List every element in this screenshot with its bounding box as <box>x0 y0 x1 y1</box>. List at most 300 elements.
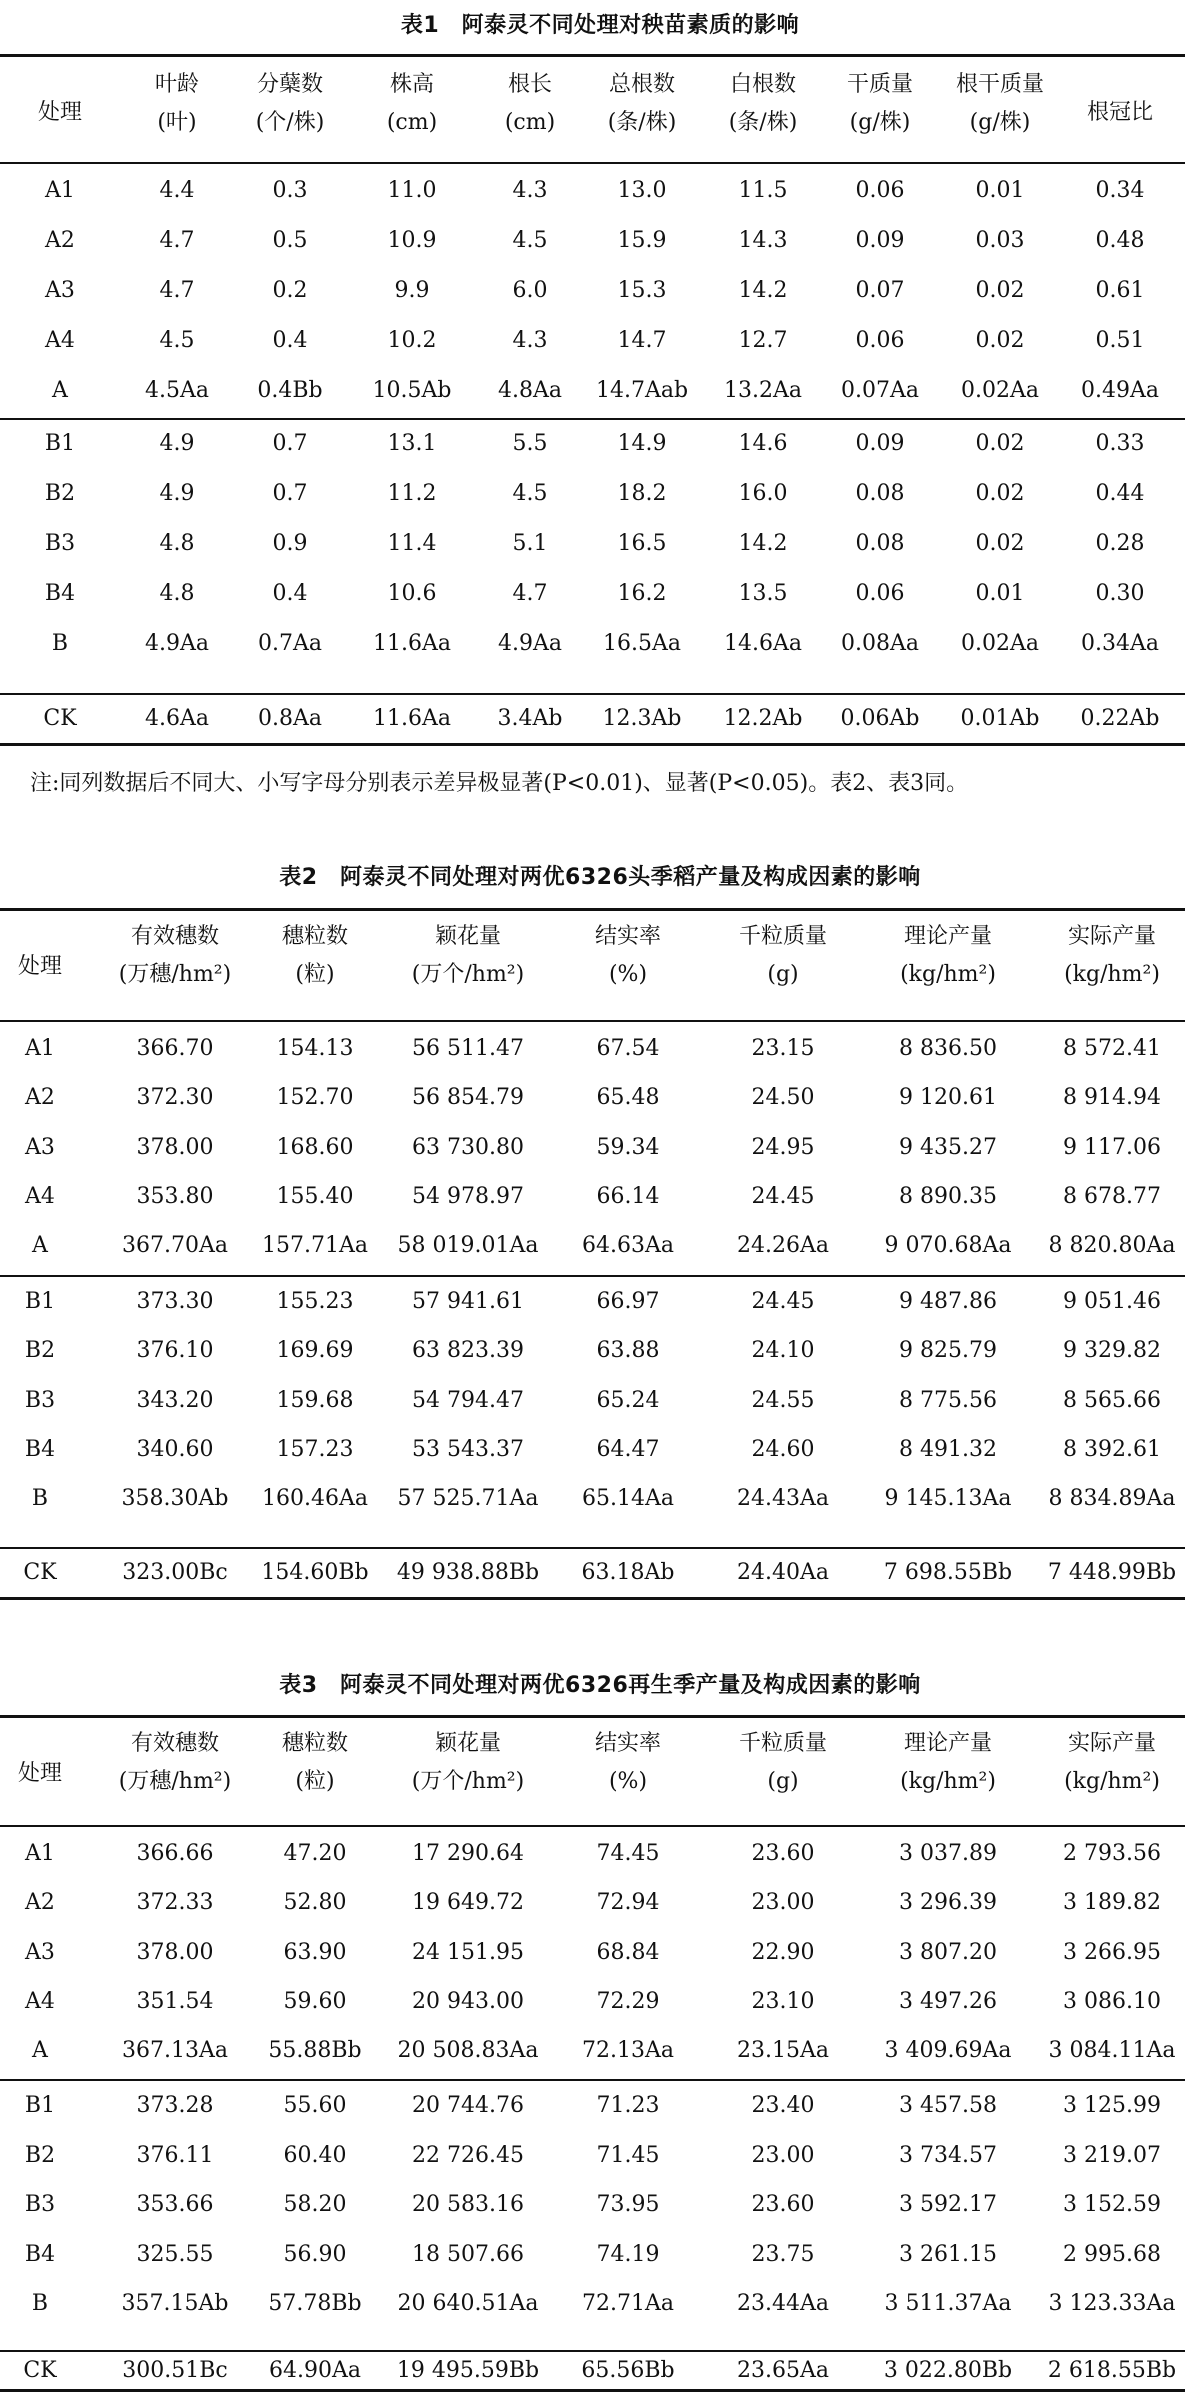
table2-cell: 157.23 <box>276 1437 354 1462</box>
table2-cell: 56 511.47 <box>412 1036 524 1061</box>
table2-cell: 8 775.56 <box>899 1388 997 1413</box>
table1-cell: 0.5 <box>272 228 308 253</box>
table1-cell: 11.5 <box>738 178 788 203</box>
table2-cell: 54 794.47 <box>412 1388 524 1413</box>
table2-cell: 54 978.97 <box>412 1184 524 1209</box>
table2-cell: 9 117.06 <box>1063 1135 1161 1160</box>
table2-cell: 56 854.79 <box>412 1085 524 1110</box>
table2-cell: 154.13 <box>276 1036 354 1061</box>
table1-cell: 0.07Aa <box>841 378 919 403</box>
table1-cell: 4.3 <box>512 178 548 203</box>
table2-row-label: CK <box>23 1560 57 1585</box>
table3-cell: 325.55 <box>136 2242 214 2267</box>
table3-cell: 23.75 <box>751 2242 815 2267</box>
table2-header-cell: 理论产量 <box>903 924 992 949</box>
table2-cell: 63 823.39 <box>412 1338 524 1363</box>
table3-row-label: B3 <box>24 2192 56 2217</box>
table2-header-cell: 颖花量 <box>434 924 501 949</box>
table2-cell: 59.34 <box>596 1135 660 1160</box>
table3-row-label: B <box>31 2291 49 2316</box>
table2-cell: 64.47 <box>596 1437 660 1462</box>
table2-cell: 8 491.32 <box>899 1437 997 1462</box>
table1-header-cell: 白根数 <box>729 72 796 97</box>
table1-cell: 11.0 <box>387 178 437 203</box>
table3-cell: 3 125.99 <box>1063 2093 1161 2118</box>
table1-cell: 0.01 <box>975 178 1025 203</box>
table1-cell: 0.01 <box>975 581 1025 606</box>
table1-cell: 0.03 <box>975 228 1025 253</box>
table3-cell: 65.56Bb <box>581 2358 675 2383</box>
table3-cell: 372.33 <box>136 1890 214 1915</box>
table3-cell: 373.28 <box>136 2093 214 2118</box>
table1-header-cell: 根干质量 <box>955 72 1044 97</box>
table2-cell: 63.18Ab <box>581 1560 675 1585</box>
table3-cell: 3 086.10 <box>1063 1989 1161 2014</box>
table1-caption: 表1 阿泰灵不同处理对秧苗素质的影响 <box>400 13 800 38</box>
table3-cell: 3 266.95 <box>1063 1940 1161 1965</box>
table3-cell: 20 744.76 <box>412 2093 524 2118</box>
table3-top-rule <box>0 1715 1185 1718</box>
table2-cell: 8 834.89Aa <box>1048 1486 1176 1511</box>
table3-cell: 3 189.82 <box>1063 1890 1161 1915</box>
table2-cell: 7 698.55Bb <box>883 1560 1013 1585</box>
table1-row-label: A1 <box>45 178 75 203</box>
table3-cell: 20 583.16 <box>412 2192 524 2217</box>
table1-cell: 4.4 <box>159 178 195 203</box>
table1-cell: 16.5 <box>617 531 667 556</box>
table3-row-label: CK <box>23 2358 57 2383</box>
table2-cell: 323.00Bc <box>122 1560 228 1585</box>
table3-header-unit: (g) <box>767 1769 799 1794</box>
table2-row-label: A4 <box>25 1184 55 1209</box>
table1-header-cell: 分蘖数 <box>256 72 323 97</box>
table1-cell: 6.0 <box>512 278 548 303</box>
table2-header-unit: (粒) <box>295 962 335 987</box>
table3-cell: 3 497.26 <box>899 1989 997 2014</box>
table2-cell: 9 487.86 <box>899 1289 997 1314</box>
table2-row-label: B1 <box>24 1289 56 1314</box>
table3-cell: 357.15Ab <box>121 2291 229 2316</box>
table2-header-unit: (%) <box>608 962 648 987</box>
table2-cell: 9 070.68Aa <box>884 1233 1012 1258</box>
table2-header-cell: 有效穗数 <box>130 924 219 949</box>
table1-cell: 0.08 <box>855 531 905 556</box>
table1-cell: 0.06Ab <box>840 706 920 731</box>
table3-cell: 24 151.95 <box>412 1940 524 1965</box>
table2-cell: 8 678.77 <box>1063 1184 1161 1209</box>
table1-cell: 0.49Aa <box>1081 378 1159 403</box>
table3-cell: 3 409.69Aa <box>884 2038 1012 2063</box>
table1-cell: 13.5 <box>738 581 788 606</box>
table2-cell: 372.30 <box>136 1085 214 1110</box>
table3-cell: 63.90 <box>283 1940 347 1965</box>
table1-cell: 0.28 <box>1095 531 1145 556</box>
table1-cell: 0.02 <box>975 531 1025 556</box>
table3-row-label: B4 <box>24 2242 56 2267</box>
table2-cell: 358.30Ab <box>121 1486 229 1511</box>
table3-cell: 74.45 <box>596 1841 660 1866</box>
table2-cell: 64.63Aa <box>582 1233 674 1258</box>
table3-cell: 367.13Aa <box>122 2038 228 2063</box>
table2-cell: 378.00 <box>136 1135 214 1160</box>
table3-cell: 366.66 <box>136 1841 214 1866</box>
table1-cell: 0.9 <box>272 531 308 556</box>
table1-cell: 13.0 <box>617 178 667 203</box>
table1-header-unit: (个/株) <box>255 110 325 135</box>
table2-cell: 159.68 <box>276 1388 354 1413</box>
table1-cell: 11.4 <box>387 531 437 556</box>
table3-header-unit: (粒) <box>295 1769 335 1794</box>
table1-cell: 0.33 <box>1095 431 1145 456</box>
table1-header-unit: (叶) <box>157 110 197 135</box>
table1-cell: 13.1 <box>387 431 437 456</box>
table2-cell: 24.50 <box>751 1085 815 1110</box>
table2-header-unit: (万个/hm²) <box>411 962 525 987</box>
table1-cell: 4.6Aa <box>145 706 209 731</box>
table2-cell: 65.24 <box>596 1388 660 1413</box>
table2-cell: 8 565.66 <box>1063 1388 1161 1413</box>
table1-cell: 4.5 <box>512 228 548 253</box>
table2-cell: 8 836.50 <box>899 1036 997 1061</box>
table1-cell: 0.09 <box>855 431 905 456</box>
table3-row-label: A1 <box>25 1841 55 1866</box>
table1-cell: 14.2 <box>738 278 788 303</box>
table2-row-label: B <box>31 1486 49 1511</box>
table2-cell: 57 941.61 <box>412 1289 524 1314</box>
table3-header-unit: (kg/hm²) <box>1064 1769 1160 1794</box>
table2-cell: 58 019.01Aa <box>397 1233 539 1258</box>
table3-rule-a <box>0 2079 1185 2081</box>
table3-cell: 2 618.55Bb <box>1047 2358 1177 2383</box>
table1-cell: 10.9 <box>387 228 437 253</box>
table1-cell: 0.2 <box>272 278 308 303</box>
table3-cell: 3 807.20 <box>899 1940 997 1965</box>
table2-header-cell: 处理 <box>17 954 62 979</box>
table1-cell: 15.3 <box>617 278 667 303</box>
table3-cell: 23.00 <box>751 1890 815 1915</box>
table1-header-unit: (g/株) <box>969 110 1031 135</box>
table1-header-cell: 株高 <box>389 72 434 97</box>
table1-cell: 5.5 <box>512 431 548 456</box>
table2-cell: 157.71Aa <box>262 1233 368 1258</box>
table2-cell: 24.45 <box>751 1289 815 1314</box>
table3-cell: 72.13Aa <box>582 2038 674 2063</box>
table3-cell: 68.84 <box>596 1940 660 1965</box>
table3-cell: 19 495.59Bb <box>396 2358 540 2383</box>
table2-cell: 373.30 <box>136 1289 214 1314</box>
table1-cell: 4.8 <box>159 531 195 556</box>
table3-cell: 72.71Aa <box>582 2291 674 2316</box>
table1-cell: 14.7 <box>617 328 667 353</box>
table3-header-cell: 千粒质量 <box>738 1731 827 1756</box>
table1-cell: 10.6 <box>387 581 437 606</box>
table3-cell: 3 592.17 <box>899 2192 997 2217</box>
table3-cell: 23.44Aa <box>737 2291 829 2316</box>
table3-row-label: A <box>32 2038 48 2063</box>
table3-cell: 22.90 <box>751 1940 815 1965</box>
table1-cell: 14.6Aa <box>724 631 802 656</box>
table1-cell: 0.02 <box>975 431 1025 456</box>
table3-cell: 73.95 <box>596 2192 660 2217</box>
table3-cell: 3 037.89 <box>899 1841 997 1866</box>
table2-cell: 8 890.35 <box>899 1184 997 1209</box>
table2-cell: 66.97 <box>596 1289 660 1314</box>
table1-cell: 4.7 <box>159 228 195 253</box>
table2-header-unit: (kg/hm²) <box>1064 962 1160 987</box>
table1-row-label: B4 <box>44 581 76 606</box>
table3-cell: 74.19 <box>596 2242 660 2267</box>
table1-cell: 0.44 <box>1095 481 1145 506</box>
table3-cell: 57.78Bb <box>268 2291 362 2316</box>
table3-cell: 3 022.80Bb <box>883 2358 1013 2383</box>
table3-cell: 23.60 <box>751 2192 815 2217</box>
table1-cell: 12.3Ab <box>602 706 682 731</box>
table3-cell: 23.65Aa <box>737 2358 829 2383</box>
table3-cell: 55.60 <box>283 2093 347 2118</box>
table3-cell: 20 943.00 <box>412 1989 524 2014</box>
table1-note: 注:同列数据后不同大、小写字母分别表示差异极显著(P<0.01)、显著(P<0.05)。表2、表3同。 <box>30 771 969 796</box>
table1-cell: 4.8Aa <box>498 378 562 403</box>
table2-row-label: A3 <box>25 1135 55 1160</box>
table1-header-cell: 根冠比 <box>1086 100 1153 125</box>
table2-cell: 8 392.61 <box>1063 1437 1161 1462</box>
table1-cell: 0.01Ab <box>960 706 1040 731</box>
table1-cell: 10.2 <box>387 328 437 353</box>
table3-cell: 19 649.72 <box>412 1890 524 1915</box>
table1-cell: 5.1 <box>512 531 548 556</box>
table1-cell: 0.07 <box>855 278 905 303</box>
table1-cell: 0.02Aa <box>961 631 1039 656</box>
table2-cell: 67.54 <box>596 1036 660 1061</box>
table1-cell: 3.4Ab <box>497 706 563 731</box>
table3-cell: 72.29 <box>596 1989 660 2014</box>
table1-cell: 10.5Ab <box>372 378 452 403</box>
table1-cell: 12.7 <box>738 328 788 353</box>
table2-cell: 24.45 <box>751 1184 815 1209</box>
table1-cell: 0.08Aa <box>841 631 919 656</box>
table1-cell: 14.6 <box>738 431 788 456</box>
table3-cell: 378.00 <box>136 1940 214 1965</box>
table3-cell: 20 508.83Aa <box>397 2038 539 2063</box>
table3-cell: 60.40 <box>283 2143 347 2168</box>
table1-cell: 18.2 <box>617 481 667 506</box>
table3-cell: 3 296.39 <box>899 1890 997 1915</box>
table2-header-cell: 穗粒数 <box>281 924 348 949</box>
table3-cell: 23.60 <box>751 1841 815 1866</box>
table2-row-label: B4 <box>24 1437 56 1462</box>
table3-cell: 300.51Bc <box>122 2358 228 2383</box>
table2-row-label: A1 <box>25 1036 55 1061</box>
table3-header-unit: (%) <box>608 1769 648 1794</box>
table1-cell: 14.7Aab <box>595 378 689 403</box>
table1-cell: 0.8Aa <box>258 706 322 731</box>
table3-header-cell: 结实率 <box>594 1731 661 1756</box>
table2-cell: 169.69 <box>276 1338 354 1363</box>
table1-cell: 4.5 <box>512 481 548 506</box>
table1-cell: 0.51 <box>1095 328 1145 353</box>
table1-cell: 14.9 <box>617 431 667 456</box>
table1-cell: 9.9 <box>394 278 430 303</box>
table3-cell: 3 152.59 <box>1063 2192 1161 2217</box>
table2-cell: 66.14 <box>596 1184 660 1209</box>
table1-cell: 0.08 <box>855 481 905 506</box>
table2-cell: 24.10 <box>751 1338 815 1363</box>
table1-header-unit: (条/株) <box>607 110 677 135</box>
table3-cell: 3 734.57 <box>899 2143 997 2168</box>
table1-cell: 0.4 <box>272 581 308 606</box>
table1-cell: 0.7 <box>272 481 308 506</box>
table2-cell: 24.60 <box>751 1437 815 1462</box>
table3-cell: 71.45 <box>596 2143 660 2168</box>
table2-cell: 168.60 <box>276 1135 354 1160</box>
table2-cell: 340.60 <box>136 1437 214 1462</box>
table1-cell: 0.7 <box>272 431 308 456</box>
table1-row-label: B1 <box>44 431 76 456</box>
table1-row-label: A2 <box>45 228 75 253</box>
table2-cell: 376.10 <box>136 1338 214 1363</box>
table2-cell: 24.55 <box>751 1388 815 1413</box>
table2-cell: 152.70 <box>276 1085 354 1110</box>
table1-cell: 15.9 <box>617 228 667 253</box>
table2-cell: 23.15 <box>751 1036 815 1061</box>
table3-cell: 3 084.11Aa <box>1048 2038 1176 2063</box>
table3-cell: 353.66 <box>136 2192 214 2217</box>
table1-cell: 0.7Aa <box>258 631 322 656</box>
table1-cell: 0.34 <box>1095 178 1145 203</box>
table3-row-label: B1 <box>24 2093 56 2118</box>
table2-cell: 155.23 <box>276 1289 354 1314</box>
table1-cell: 0.34Aa <box>1081 631 1159 656</box>
table3-cell: 3 457.58 <box>899 2093 997 2118</box>
table2-row-label: A <box>32 1233 48 1258</box>
table3-header-cell: 处理 <box>17 1761 62 1786</box>
table1-cell: 0.4Bb <box>257 378 323 403</box>
table2-cell: 9 120.61 <box>899 1085 997 1110</box>
table1-header-cell: 根长 <box>507 72 552 97</box>
table1-header-unit: (g/株) <box>849 110 911 135</box>
table3-cell: 23.15Aa <box>737 2038 829 2063</box>
table2-cell: 367.70Aa <box>122 1233 228 1258</box>
table2-cell: 63.88 <box>596 1338 660 1363</box>
table1-row-label: CK <box>43 706 77 731</box>
table1-header-unit: (cm) <box>504 110 556 135</box>
table1-cell: 4.5 <box>159 328 195 353</box>
table2-cell: 53 543.37 <box>412 1437 524 1462</box>
table2-cell: 65.48 <box>596 1085 660 1110</box>
table3-row-label: A4 <box>25 1989 55 2014</box>
table1-cell: 0.06 <box>855 581 905 606</box>
table2-cell: 366.70 <box>136 1036 214 1061</box>
table1-cell: 14.3 <box>738 228 788 253</box>
table2-header-cell: 结实率 <box>594 924 661 949</box>
table2-cell: 9 051.46 <box>1063 1289 1161 1314</box>
table2-cell: 154.60Bb <box>261 1560 369 1585</box>
table2-header-unit: (g) <box>767 962 799 987</box>
table1-cell: 0.4 <box>272 328 308 353</box>
table1-cell: 0.48 <box>1095 228 1145 253</box>
table2-cell: 353.80 <box>136 1184 214 1209</box>
table1-cell: 4.9 <box>159 431 195 456</box>
table2-cell: 9 329.82 <box>1063 1338 1161 1363</box>
table2-cell: 343.20 <box>136 1388 214 1413</box>
table1-cell: 4.7 <box>512 581 548 606</box>
table1-cell: 11.6Aa <box>373 706 451 731</box>
table3-cell: 52.80 <box>283 1890 347 1915</box>
table3-header-cell: 理论产量 <box>903 1731 992 1756</box>
table3-row-label: A3 <box>25 1940 55 1965</box>
table2-cell: 8 914.94 <box>1063 1085 1161 1110</box>
table1-cell: 4.9Aa <box>498 631 562 656</box>
table1-header-cell: 处理 <box>37 100 82 125</box>
table1-cell: 4.3 <box>512 328 548 353</box>
table3-cell: 3 261.15 <box>899 2242 997 2267</box>
table3-cell: 3 511.37Aa <box>884 2291 1012 2316</box>
table1-cell: 0.09 <box>855 228 905 253</box>
table1-cell: 0.02 <box>975 481 1025 506</box>
table3-cell: 351.54 <box>136 1989 214 2014</box>
table3-cell: 3 219.07 <box>1063 2143 1161 2168</box>
table3-header-cell: 有效穗数 <box>130 1731 219 1756</box>
table3-cell: 23.40 <box>751 2093 815 2118</box>
table3-header-unit: (万穗/hm²) <box>118 1769 232 1794</box>
table1-cell: 4.8 <box>159 581 195 606</box>
table3-cell: 23.00 <box>751 2143 815 2168</box>
table2-cell: 155.40 <box>276 1184 354 1209</box>
table3-cell: 72.94 <box>596 1890 660 1915</box>
table3-cell: 2 995.68 <box>1063 2242 1161 2267</box>
table2-cell: 24.40Aa <box>737 1560 829 1585</box>
table3-cell: 23.10 <box>751 1989 815 2014</box>
table1-row-label: B3 <box>44 531 76 556</box>
table2-cell: 24.95 <box>751 1135 815 1160</box>
table2-header-unit: (万穗/hm²) <box>118 962 232 987</box>
table1-header-cell: 叶龄 <box>154 72 199 97</box>
table1-cell: 0.06 <box>855 328 905 353</box>
table1-cell: 0.30 <box>1095 581 1145 606</box>
table2-header-cell: 千粒质量 <box>738 924 827 949</box>
table2-cell: 8 820.80Aa <box>1048 1233 1176 1258</box>
table1-cell: 0.3 <box>272 178 308 203</box>
table3-header-cell: 颖花量 <box>434 1731 501 1756</box>
table3-header-cell: 实际产量 <box>1067 1731 1156 1756</box>
table2-cell: 65.14Aa <box>582 1486 674 1511</box>
table1-cell: 16.0 <box>738 481 788 506</box>
table3-header-cell: 穗粒数 <box>281 1731 348 1756</box>
table3-cell: 18 507.66 <box>412 2242 524 2267</box>
table3-cell: 17 290.64 <box>412 1841 524 1866</box>
table1-row-label: A3 <box>45 278 75 303</box>
table2-cell: 8 572.41 <box>1063 1036 1161 1061</box>
table3-cell: 2 793.56 <box>1063 1841 1161 1866</box>
table3-caption: 表3 阿泰灵不同处理对两优6326再生季产量及构成因素的影响 <box>279 1673 921 1698</box>
table2-header-unit: (kg/hm²) <box>900 962 996 987</box>
table3-header-unit: (kg/hm²) <box>900 1769 996 1794</box>
table1-header-cell: 总根数 <box>608 72 675 97</box>
table1-cell: 13.2Aa <box>724 378 802 403</box>
table2-row-label: A2 <box>25 1085 55 1110</box>
table1-cell: 14.2 <box>738 531 788 556</box>
table1-cell: 0.06 <box>855 178 905 203</box>
table1-cell: 11.2 <box>387 481 437 506</box>
table3-header-unit: (万个/hm²) <box>411 1769 525 1794</box>
table2-cell: 57 525.71Aa <box>397 1486 539 1511</box>
table1-header-unit: (cm) <box>386 110 438 135</box>
table2-cell: 160.46Aa <box>262 1486 368 1511</box>
table2-caption: 表2 阿泰灵不同处理对两优6326头季稻产量及构成因素的影响 <box>279 865 921 890</box>
table1-cell: 0.02 <box>975 328 1025 353</box>
table1-cell: 16.2 <box>617 581 667 606</box>
table2-cell: 63 730.80 <box>412 1135 524 1160</box>
